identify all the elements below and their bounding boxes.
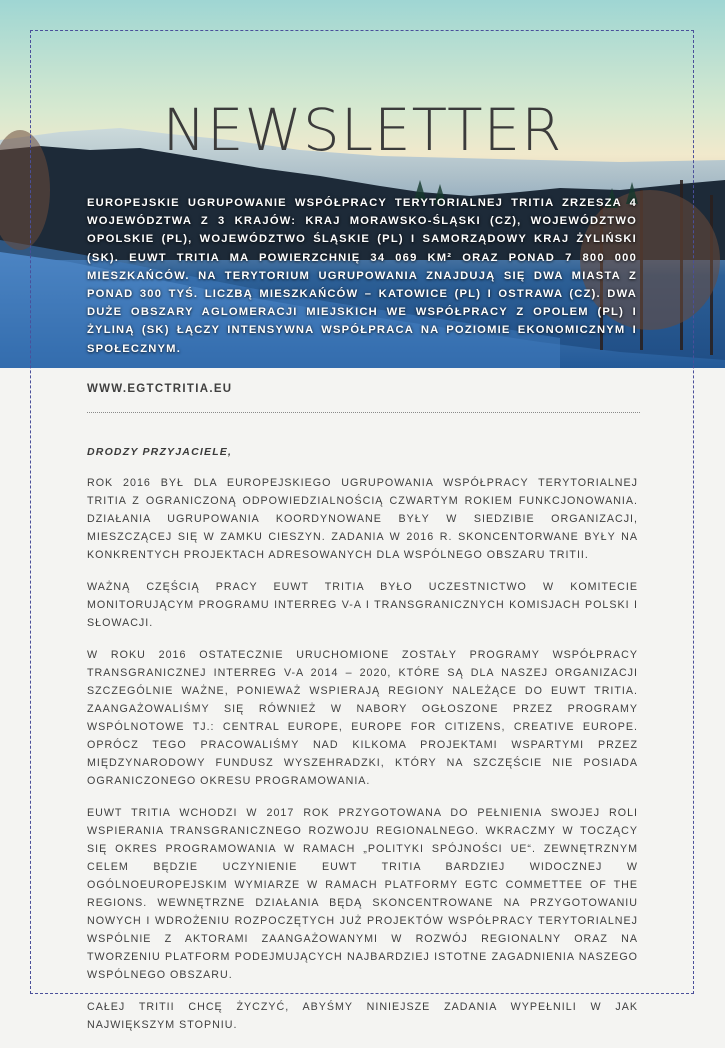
intro-paragraph: EUROPEJSKIE UGRUPOWANIE WSPÓŁPRACY TERYTORIALNEJ TRITIA ZRZESZA 4 WOJEWÓDZTWA Z 3 KRAJÓW: KRAJ MORAWSKO-ŚLĄSKI (CZ), WOJEWÓDZTWO OPOLSKIE (PL), WOJEWÓDZTWO ŚLĄSKIE (PL) I SAMORZĄDOWY KRAJ ŻYLIŃSKI (SK). EUWT TRITIA MA POWIERZCHNIĘ 34 069 KM² ORAZ PONAD 7 800 000 MIESZKAŃCÓW. NA TERYTORIUM UGRUPOWANIA ZNAJDUJĄ SIĘ DWA MIASTA Z PONAD 300 TYŚ. LICZBĄ MIESZKAŃCÓW – KATOWICE (PL) I OSTRAWA (CZ). DWA DUŻE OBSZARY AGLOMERACJI MIEJSKICH WE WSPÓŁPRACY Z OPOLEM (PL) I ŻYLINĄ (SK) ŁĄCZY INTENSYWNA WSPÓŁPRACA NA POZIOMIE EKONOMICZNYM I SPOŁECZNYM. xyxy=(87,197,637,355)
letter-greeting: DRODZY PRZYJACIELE, xyxy=(87,446,233,458)
newsletter-title: NEWSLETTER xyxy=(162,96,563,164)
letter-body xyxy=(87,474,638,1048)
letter-paragraph: EUWT TRITIA WCHODZI W 2017 ROK PRZYGOTOWANA DO PEŁNIENIA SWOJEJ ROLI WSPIERANIA TRANSGRANICZNEGO ROZWOJU REGIONALNEGO. WKRACZMY W TOCZĄCY SIĘ OKRES PROGRAMOWANIA W RAMACH „POLITYKI SPÓJNOŚCI UE“. ZEWNĘTRZNYM CELEM BĘDZIE UCZYNIENIE EUWT TRITIA BARDZIEJ WIDOCZNEJ W OGÓLNOEUROPEJSKIM WYMIARZE W RAMACH PLATFORMY EGTC COMMETTEE OF THE REGIONS. WEWNĘTRZNE DZIAŁANIA BĘDĄ SKONCENTROWANE NA PRZYGOTOWANIU NOWYCH I WDROŻENIU ROZPOCZĘTYCH JUŻ PROJEKTÓW WSPÓŁPRACY TERYTORIALNEJ WSPÓLNIE Z AKTORAMI ZAANGAŻOWANYMI W ROZWÓJ REGIONALNY ORAZ NA TWORZENIU PLATFORM PODEJMUJĄCYCH NAJBARDZIEJ ISTOTNE ZAGADNIENIA NASZEGO WSPÓLNEGO OBSZARU. xyxy=(87,807,638,981)
letter-paragraph: W ROKU 2016 OSTATECZNIE URUCHOMIONE ZOSTAŁY PROGRAMY WSPÓŁPRACY TRANSGRANICZNEJ INTERREG V-A 2014 – 2020, KTÓRE SĄ DLA NASZEJ ORGANIZACJI SZCZEGÓLNIE WAŻNE, PONIEWAŻ WSPIERAJĄ REGIONY NALEŻĄCE DO EUWT TRITIA. ZAANGAŻOWALIŚMY SIĘ RÓWNIEŻ W NABORY OGŁOSZONE PRZEZ PROGRAMY WSPÓLNOTOWE TJ.: CENTRAL EUROPE, EUROPE FOR CITIZENS, CREATIVE EUROPE. OPRÓCZ TEGO PRACOWALIŚMY NAD KILKOMA PROJEKTAMI WSPARTYMI PRZEZ MIĘDZYNARODOWY FUNDUSZ WYSZEHRADZKI, KTÓRY NA SZCZĘŚCIE NIE POSIADA OGRANICZONEGO OKRESU PROGRAMOWANIA. xyxy=(87,649,638,787)
website-link[interactable]: WWW.EGTCTRITIA.EU xyxy=(87,383,233,395)
letter-paragraph: ROK 2016 BYŁ DLA EUROPEJSKIEGO UGRUPOWANIA WSPÓŁPRACY TERYTORIALNEJ TRITIA Z OGRANICZONĄ ODPOWIEDZIALNOŚCIĄ CZWARTYM ROKIEM FUNKCJONOWANIA. DZIAŁANIA UGRUPOWANIA KOORDYNOWANE BYŁY W SIEDZIBIE ORGANIZACJI, MIESZCZĄCEJ SIĘ W ZAMKU CIESZYN. ZADANIA W 2016 R. SKONCENTORWANE BYŁY NA KONKRENTYCH PROJEKTACH ADRESOWANYCH DLA WSPÓLNEGO OBSZARU TRITII. xyxy=(87,477,638,561)
letter-paragraph: WAŻNĄ CZĘŚCIĄ PRACY EUWT TRITIA BYŁO UCZESTNICTWO W KOMITECIE MONITORUJĄCYM PROGRAMU INTERREG V-A I TRANSGRANICZNYCH KOMISJACH POLSKI I SŁOWACJI. xyxy=(87,581,638,629)
letter-paragraph: CAŁEJ TRITII CHCĘ ŻYCZYĆ, ABYŚMY NINIEJSZE ZADANIA WYPEŁNILI W JAK NAJWIĘKSZYM STOPNIU. xyxy=(87,1001,638,1031)
section-divider xyxy=(87,412,640,413)
